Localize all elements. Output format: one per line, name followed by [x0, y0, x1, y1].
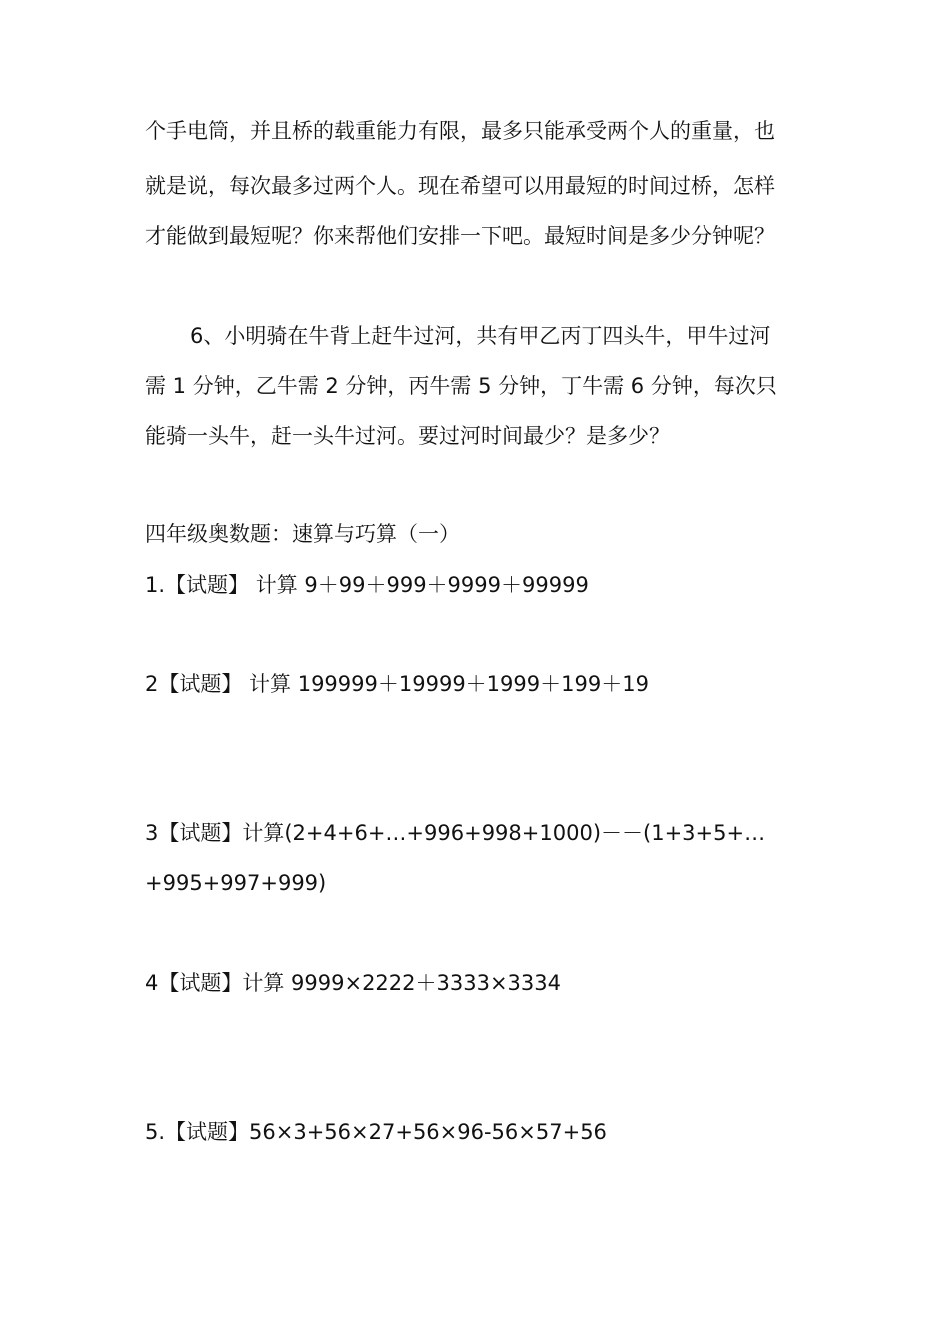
question-5: 5.【试题】56×3+56×27+56×96-56×57+56 [145, 1120, 607, 1144]
problem-6-line-3: 能骑一头牛，赶一头牛过河。要过河时间最少？是多少？ [145, 424, 670, 448]
question-1: 1.【试题】 计算 9＋99＋999＋9999＋99999 [145, 573, 589, 597]
question-3: 3【试题】计算(2+4+6+…+996+998+1000)－－(1+3+5+… [145, 821, 766, 845]
section-title: 四年级奥数题：速算与巧算（一） [145, 522, 460, 546]
problem-6-line-2: 需 1 分钟，乙牛需 2 分钟，丙牛需 5 分钟，丁牛需 6 分钟，每次只 [145, 374, 777, 398]
intro-line-3: 才能做到最短呢？你来帮他们安排一下吧。最短时间是多少分钟呢？ [145, 224, 775, 248]
question-4: 4【试题】计算 9999×2222＋3333×3334 [145, 971, 562, 995]
intro-line-2: 就是说，每次最多过两个人。现在希望可以用最短的时间过桥，怎样 [145, 174, 775, 198]
question-2: 2【试题】 计算 199999＋19999＋1999＋199＋19 [145, 672, 649, 696]
problem-6-line-1: 6、小明骑在牛背上赶牛过河，共有甲乙丙丁四头牛，甲牛过河 [190, 324, 771, 348]
question-3-continuation: +995+997+999) [145, 871, 327, 895]
intro-line-1: 个手电筒，并且桥的载重能力有限，最多只能承受两个人的重量，也 [145, 119, 775, 143]
